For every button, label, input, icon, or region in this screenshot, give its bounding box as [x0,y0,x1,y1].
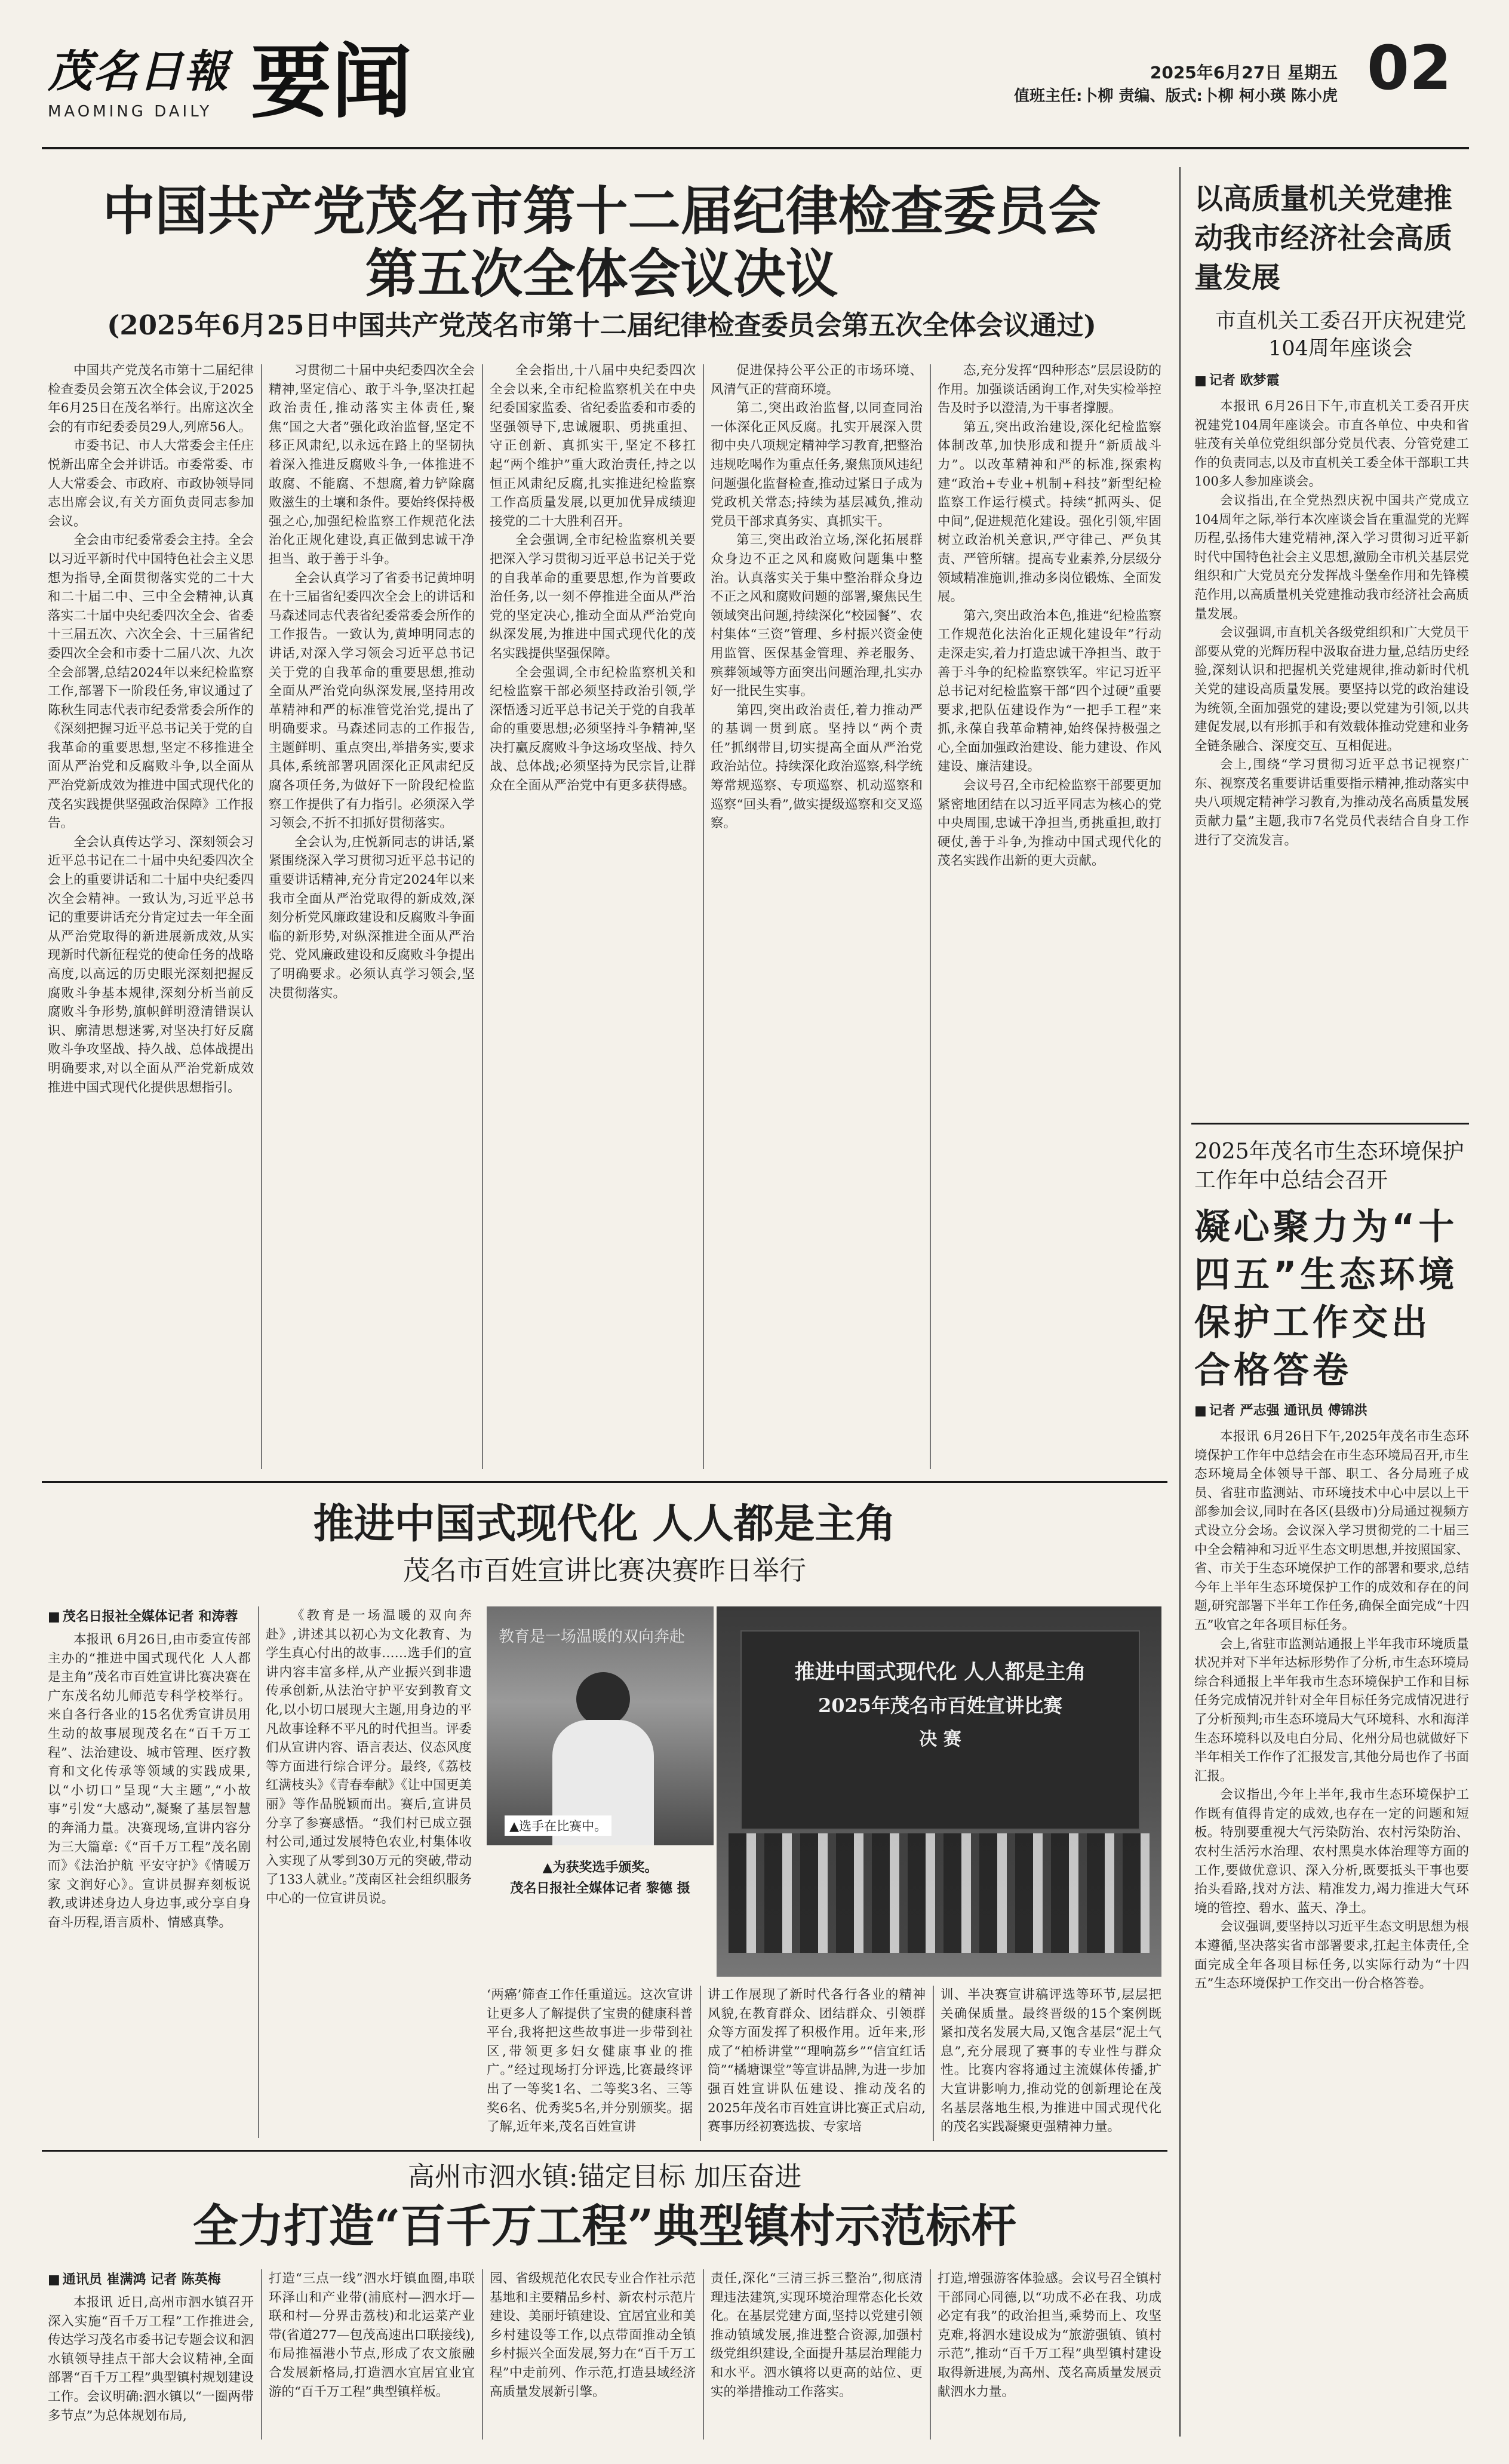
story2-column-2 [266,1606,472,2144]
stage-banner [740,1630,1140,1830]
lead-paragraph: 态,充分发挥“四种形态”层层设防的作用。加强谈话函询工作,对失实检举控告及时予以澄清,为干事者撑腰。 [938,363,1161,416]
right-story2-body [1194,1427,1469,2431]
lead-paragraph: 习贯彻二十届中央纪委四次全会精神,坚定信心、敢于斗争,坚决扛起政治责任,推动落实主体责任,聚焦“国之大者”强化政治监督,坚定不移正风肃纪,以永远在路上的坚韧执着深入推进反腐败斗争,一体推进不敢腐、不能腐、不想腐,着力铲除腐败滋生的土壤和条件。要始终保持极强之心,加强纪检监察工作规范化法治化正规化建设,真正做到忠诚干净担当、敢于善于斗争。 [269,363,475,567]
lead-column-2 [269,361,475,1469]
column-divider [930,364,931,1469]
masthead-rule [42,147,1469,149]
lead-headline-line2: 第五次全体会议决议 [365,242,838,305]
masthead-logo: 茂名日報 [48,46,229,97]
right-story1-body [1194,397,1469,1114]
story3-top-rule [42,2150,1167,2152]
photo-credit: 茂名日报社全媒体记者 黎德 摄 [510,1881,690,1896]
story-paragraph: 会议强调,要坚持以习近平生态文明思想为根本遵循,坚决落实省市部署要求,扛起主体责任,全面完成全年各项目标任务,以实际行动为“十四五”生态环境保护工作交出一份合格答卷。 [1194,1919,1469,1992]
story3-column-5 [938,2269,1161,2443]
story-paragraph: 训、半决赛宣讲稿评选等环节,层层把关确保质量。最终晋级的15个案例既紧扣茂名发展大局,又饱含基层“泥土气息”,充分展现了赛事的专业性与群众性。比赛内容将通过主流媒体传播,扩大宣讲影响力,推动党的创新理论在茂名基层落地生根,为推进中国式现代化的茂名实践凝聚更强精神力量。 [941,1987,1161,2135]
lead-paragraph: 全会强调,全市纪检监察机关要把深入学习贯彻习近平总书记关于党的自我革命的重要思想,作为首要政治任务,以一刻不停推进全面从严治党的坚定决心,推动全面从严治党向纵深发展,为推进中国式现代化的茂名实践提供坚强保障。 [490,533,696,661]
story-paragraph: 会议指出,在全党热烈庆祝中国共产党成立104周年之际,举行本次座谈会旨在重温党的光辉历程,弘扬伟大建党精神,深入学习贯彻习近平新时代中国特色社会主义思想,激励全市机关基层党组织和广大党员充分发挥战斗堡垒作用和先锋模范作用,以高质量机关党建推动我市经济社会高质量发展。 [1194,493,1469,622]
story2-column-1 [48,1630,251,2144]
photo-caption-1-text: 选手在比赛中。 [519,1819,607,1833]
lead-paragraph: 第五,突出政治建设,深化纪检监察体制改革,加快形成和提升“新质战斗力”。以改革精神和严的标准,探索构建“政治+专业+机制+科技”新型纪检监察工作运行模式。持续“抓两头、促中间”,促进规范化建设。强化引领,牢固树立政治机关意识,严守律己、严负其责、严管所辖。提高专业素养,分层级分领域精准施训,推动多岗位锻炼、全面发展。 [938,419,1161,605]
lead-paragraph: 全会认真传达学习、深刻领会习近平总书记在二十届中央纪委四次全会上的重要讲话和二十届中央纪委四次全会精神。一致认为,习近平总书记的重要讲话充分肯定过去一年全面从严治党取得的新进展新成效,从实现新时代新征程党的使命任务的战略高度,以高远的历史眼光深刻把握反腐败斗争基本规律,深刻分析当前反腐败斗争形势,旗帜鲜明澄清错误认识、廓清思想迷雾,对坚决打好反腐败斗争攻坚战、持久战、总体战提出明确要求,对以全面从严治党新成效推进中国式现代化提供思想指引。 [48,834,254,1095]
column-divider [261,2269,262,2440]
story-paragraph: 讲工作展现了新时代各行各业的精神风貌,在教育群众、团结群众、引领群众等方面发挥了积极作用。近年来,形成了“柏桥讲堂”“理响荔乡”“信宜红话筒”“橘塘课堂”等宣讲品牌,为进一步加强百姓宣讲队伍建设、推动茂名的2025年茂名市百姓宣讲比赛正式启动,赛事历经初赛选拔、专家培 [708,1987,926,2135]
story-paragraph: 本报讯 6月26日下午,2025年茂名市生态环境保护工作年中总结会在市生态环境局召开,市生态环境局全体领导干部、职工、各分局班子成员、省驻市监测站、市环境技术中心中层以上干部参加会议,同时在各区(县级市)分局通过视频方式设立分会场。会议深入学习贯彻党的二十届三中全会精神和习近平生态文明思想,并按照国家、省、市关于生态环境保护工作的部署和要求,总结今年上半年生态环境保护工作的成效和存在的问题,研究部署下半年工作任务,确保全面完成“十四五”收官之年各项目标任务。 [1194,1429,1469,1633]
story-paragraph: 本报讯 6月26日下午,市直机关工委召开庆祝建党104周年座谈会。市直各单位、中央和省驻茂有关单位党组织部分党员代表、分管党建工作的负责同志,以及市直机关工委全体干部职工共100多人参加座谈会。 [1194,399,1469,490]
story-paragraph: 打造“三点一线”泗水圩镇血圈,串联环泽山和产业带(浦底村—泗水圩—联和村—分界击荔枝)和北运菜产业带(省道277—包茂高速出口联接线),布局推福港小节点,形成了农文旅融合发展新格局,打造泗水宜居宜业宜游的“百千万工程”典型镇样板。 [269,2271,475,2400]
story-paragraph: 会议强调,市直机关各级党组织和广大党员干部要从党的光辉历程中汲取奋进力量,总结历史经验,深刻认识和把握机关党建规律,推动新时代机关党的建设高质量发展。要坚持以党的政治建设为统领,全面加强党的建设;要以党建为引领,以共建促发展,以有形抓手和有效载体推动党建和业务全链条融合、深度交互、互相促进。 [1194,625,1469,754]
story2-headline: 推进中国式现代化 人人都是主角 [313,1501,896,1548]
story2-byline: ■ 茂名日报社全媒体记者 和涛蓉 [48,1606,251,1625]
lead-paragraph: 第六,突出政治本色,推进“纪检监察工作规范化法治化正规化建设年”行动走深走实,着力打造忠诚干净担当、敢于善于斗争的纪检监察铁军。牢记习近平总书记对纪检监察干部“四个过硬”重要要求,把队伍建设作为“一把手工程”来抓,永葆自我革命精神,始终保持极强之心,全面加强政治建设、能力建设、作风建设、廉洁建设。 [938,608,1161,775]
right-story1-subtitle: 市直机关工委召开庆祝建党104周年座谈会 [1215,309,1466,361]
right-story1-headline: 以高质量机关党建推动我市经济社会高质量发展 [1194,182,1453,294]
column-divider [703,2269,704,2440]
right-story1-byline: ■ 记者 欧梦霞 [1194,370,1469,389]
right-story2-byline: ■ 记者 严志强 通讯员 傅锦洪 [1194,1400,1469,1419]
stage-banner-line1: 推进中国式现代化 人人都是主角 [794,1660,1086,1684]
column-divider [482,364,483,1469]
photo-screen-text: 教育是一场温暖的双向奔赴 [499,1628,686,1646]
lead-paragraph: 全会指出,十八届中央纪委四次全会以来,全市纪检监察机关在中央纪委国家监委、省纪委监委和市委的坚强领导下,忠诚履职、勇挑重担、守正创新、真抓实干,坚定不移扛起“两个维护”重大政治责任,持之以恒正风肃纪反腐,扎实推进纪检监察工作高质量发展,以更加优异成绩迎接党的二十大胜利召开。 [490,363,696,529]
story3-column-3 [490,2269,696,2443]
masthead-logo-block [48,36,248,143]
award-winners-row [729,1833,1150,1953]
story3-column-2 [269,2269,475,2443]
editor-credits: 值班主任:卜柳 责编、版式:卜柳 柯小瑛 陈小虎 [1014,87,1338,105]
lead-column-3 [490,361,696,1469]
story-paragraph: 《教育是一场温暖的双向奔赴》,讲述其以初心为文化教育、为学生真心付出的故事……选手们的宣讲内容丰富多样,从产业振兴到非遗传承创新,从法治守护平安到教育文化,以小切口展现大主题,用身边的平凡故事诠释不平凡的时代担当。评委们从宣讲内容、语言表达、仪态风度等方面进行综合评分。最终,《荔枝红满枝头》《青春奉献》《让中国更美丽》等作品脱颖而出。赛后,宣讲员分享了参赛感悟。“我们村已成立强村公司,通过发展特色农业,村集体收入实现了从零到30万元的突破,带动了133人就业。”茂南区社会组织服务中心的一位宣讲员说。 [266,1608,472,1906]
story-paragraph: 会上,围绕“学习贯彻习近平总书记视察广东、视察茂名重要讲话重要指示精神,推动落实中央八项规定精神学习教育,为推动茂名高质量发展贡献力量”主题,我市7名党员代表结合自身工作进行了交流发言。 [1194,757,1469,848]
story3-column-4 [711,2269,923,2443]
lead-paragraph: 第二,突出政治监督,以同查同治一体深化正风反腐。扎实开展深入贯彻中央八项规定精神学习教育,把整治违规吃喝作为重点任务,聚焦顶风违纪问题强化监督检查,推动过紧日子成为党政机关常态;持续为基层减负,推动党员干部求真务实、真抓实干。 [711,401,923,529]
lead-paragraph: 全会认为,庄悦新同志的讲话,紧紧围绕深入学习贯彻习近平总书记的重要讲话精神,充分肯定2024年以来我市全面从严治党取得的新成效,深刻分析党风廉政建设和反腐败斗争面临的新形势,对纵深推进全面从严治党、党风廉政建设和反腐败斗争提出了明确要求。必须认真学习领会,坚决贯彻落实。 [269,834,475,1001]
column-divider [258,1606,259,2138]
story3-byline: ■ 通讯员 崔满鸿 记者 陈英梅 [48,2269,254,2288]
right-story2-kicker: 2025年茂名市生态环境保护工作年中总结会召开 [1194,1139,1464,1193]
story2-column-4 [708,1986,926,2144]
story-paragraph: 会议指出,今年上半年,我市生态环境保护工作既有值得肯定的成效,也存在一定的问题和短板。特别要重视大气污染防治、农村污染防治、农村生活污水治理、农村黑臭水体治理等方面的工作,要做优意识、深入分析,既要抵头干事也要抬头看路,找对方法、精准发力,竭力推进大气环境的管控、碧水、蓝天、净土。 [1194,1787,1469,1916]
column-divider [930,2269,931,2440]
section-title: 要闻 [251,35,412,129]
stage-banner-line2: 2025年茂名市百姓宣讲比赛 [817,1694,1063,1717]
story-paragraph: 本报讯 6月26日,由市委宣传部主办的“推进中国式现代化 人人都是主角”茂名市百姓宣讲比赛决赛在广东茂名幼儿师范专科学校举行。来自各行各业的15名优秀宣讲员用生动的故事展现茂名在“百千万工程”、法治建设、城市管理、医疗教育和文化传承等领域的实践成果,以“小切口”呈现“大主题”,“小故事”引发“大感动”,凝聚了基层智慧的奔涌力量。决赛现场,宣讲内容分为三大篇章:《“百千万工程”茂名剧而》《法治护航 平安守护》《情暖万家 文润好心》。宣讲员摒弃刻板说教,或讲述身边人身边事,或分享自身奋斗历程,语言质朴、情感真挚。 [48,1632,251,1930]
story2-subtitle: 茂名市百姓宣讲比赛决赛昨日举行 [402,1554,806,1586]
story2-top-rule [42,1481,1167,1483]
right-story-separator [1191,1123,1469,1125]
lead-paragraph: 第四,突出政治责任,着力推动严的基调一贯到底。坚持以“两个责任”抓纲带目,切实提高全面从严治党政治站位。持续深化政治巡察,科学统筹常规巡察、专项巡察、机动巡察和巡察“回头看”,做实提级巡察和交叉巡察。 [711,702,923,831]
right-column-divider [1179,167,1181,2437]
lead-column-1 [48,361,254,1469]
column-divider [933,1986,934,2141]
column-divider [700,1986,701,2141]
story3-kicker: 高州市泗水镇:锚定目标 加压奋进 [407,2161,802,2192]
column-divider [482,2269,483,2440]
story-paragraph: 本报讯 近日,高州市泗水镇召开深入实施“百千万工程”工作推进会,传达学习茂名市委书记专题会议和泗水镇领导挂点干部大会议精神,全面部署“百千万工程”典型镇村规划建设工作。会议明确:泗水镇以“一圈两带多节点”为总体规划布局, [48,2295,254,2423]
page-number: 02 [1367,33,1452,104]
lead-paragraph: 会议号召,全市纪检监察干部要更加紧密地团结在以习近平同志为核心的党中央周围,忠诚干净担当,勇挑重担,敢打硬仗,善于斗争,为推动中国式现代化的茂名实践作出新的更大贡献。 [938,778,1161,869]
lead-column-4 [711,361,923,1469]
story-paragraph: 会上,省驻市监测站通报上半年我市环境质量状况并对下半年达标形势作了分析,市生态环境局综合科通报上半年我市生态环境保护工作和目标任务完成情况并针对全年目标任务完成情况进行了分析预判;市生态环境局大气环境科、水和海洋生态环境科以及电白分局、化州分局也就做好下半年相关工作作了汇报发言,其他分局也作了书面汇报。 [1194,1636,1469,1784]
photo-award-ceremony [717,1606,1161,1977]
stage-banner-line3: 决 赛 [919,1729,961,1750]
story3-column-1 [48,2293,254,2443]
right-story2-headline: 凝心聚力为“十四五”生态环境保护工作交出合格答卷 [1194,1206,1458,1391]
story-paragraph: 打造,增强游客体验感。会议号召全镇村干部同心同德,以“功成不必在我、功成必定有我”的政治担当,乘势而上、攻坚克难,将泗水建设成为“旅游强镇、镇村示范”,推动“百千万工程”典型镇村建设取得新进展,为高州、茂名高质量发展贡献泗水力量。 [938,2271,1161,2400]
lead-headline-line1: 中国共产党茂名市第十二届纪律检查委员会 [102,180,1101,242]
story-paragraph: ‘两癌’筛查工作任重道远。这次宣讲让更多人了解提供了宝贵的健康科普平台,我将把这些故事进一步带到社区,带领更多妇女健康事业的推广。”经过现场打分评选,比赛最终评出了一等奖1名、二等奖3名、三等奖6名、优秀奖5名,并分别颁奖。据了解,近年来,茂名百姓宣讲 [487,1987,693,2135]
story2-column-5 [941,1986,1161,2144]
issue-date: 2025年6月27日 星期五 [1150,63,1338,82]
story-paragraph: 园、省级规范化农民专业合作社示范基地和主要精品乡村、新农村示范片建设、美丽圩镇建设、宜居宜业和美乡村建设等工作,以点带面推动全镇乡村振兴全面发展,努力在“百千万工程”中走前列、作示范,打造县域经济高质量发展新引擎。 [490,2271,696,2400]
speaker-figure [576,1672,630,1726]
lead-paragraph: 市委书记、市人大常委会主任庄悦新出席全会并讲话。市委常委、市人大常委会、市政府、市政协领导同志出席会议,有关方面负责同志参加会议。 [48,438,254,529]
lead-paragraph: 全会强调,全市纪检监察机关和纪检监察干部必须坚持政治引领,学深悟透习近平总书记关于党的自我革命的重要思想;必须坚持斗争精神,坚决打赢反腐败斗争这场攻坚战、持久战、总体战;必须坚持为民宗旨,让群众在全面从严治党中有更多获得感。 [490,665,696,794]
photo-caption-1: ▲选手在比赛中。 [505,1815,611,1836]
lead-paragraph: 全会由市纪委常委会主持。全会以习近平新时代中国特色社会主义思想为指导,全面贯彻落实党的二十大和二十届二中、三中全会精神,认真落实二十届中央纪委四次全会、省委十三届五次、六次全会、十三届省纪委四次全会和市委十二届八次、九次全会部署,总结2024年以来纪检监察工作,部署下一阶段任务,审议通过了陈秋生同志代表市纪委常委会所作的《深刻把握习近平总书记关于党的自我革命的重要思想,坚定不移推进全面从严治党和反腐败斗争,以全面从严治党新成效为推进中国式现代化的茂名实践提供坚强政治保障》工作报告。 [48,533,254,831]
lead-paragraph: 促进保持公平公正的市场环境、风清气正的营商环境。 [711,363,923,397]
story3-headline: 全力打造“百千万工程”典型镇村示范标杆 [192,2199,1017,2253]
column-divider [703,364,704,1469]
column-divider [261,364,262,1469]
masthead-logo-en: MAOMING DAILY [48,103,213,121]
lead-subtitle: (2025年6月25日中国共产党茂名市第十二届纪律检查委员会第五次全体会议通过) [107,309,1096,341]
story2-column-3 [487,1986,693,2144]
lead-paragraph: 第三,突出政治立场,深化拓展群众身边不正之风和腐败问题集中整治。认真落实关于集中整治群众身边不正之风和腐败问题的部署,聚焦民生领域突出问题,持续深化“校园餐”、农村集体“三资”管理、乡村振兴资金使用监管、医保基金管理、养老服务、殡葬领域等方面突出问题治理,扎实办好一批民生实事。 [711,533,923,699]
photo-caption-2: ▲为获奖选手颁奖。 [542,1860,658,1875]
lead-column-5 [938,361,1161,1469]
photo-caption-2-text: 为获奖选手颁奖。 [552,1860,658,1875]
story-paragraph: 责任,深化“三清三拆三整治”,彻底清理违法建筑,实现环境治理常态化长效化。在基层党建方面,坚持以党建引领推动镇域发展,推进整合资源,加强村级党组织建设,全面提升基层治理能力和水平。泗水镇将以更高的站位、更实的举措推动工作落实。 [711,2271,923,2400]
lead-paragraph: 全会认真学习了省委书记黄坤明在十三届省纪委四次全会上的讲话和马森述同志代表省纪委常委会所作的工作报告。一致认为,黄坤明同志的讲话,对深入学习领会习近平总书记关于党的自我革命的重要思想,推动全面从严治党向纵深发展,坚持用改革精神和严的标准管党治党,提出了明确要求。马森述同志的工作报告,主题鲜明、重点突出,举措务实,要求具体,系统部署巩固深化正风肃纪反腐各项任务,为做好下一阶段纪检监察工作提供了有力指引。必须深入学习领会,不折不扣抓好贯彻落实。 [269,570,475,831]
photo-speaker [487,1606,714,1845]
lead-paragraph: 中国共产党茂名市第十二届纪律检查委员会第五次全体会议,于2025年6月25日在茂名举行。出席这次全会的有市纪委委员29人,列席56人。 [48,363,254,435]
